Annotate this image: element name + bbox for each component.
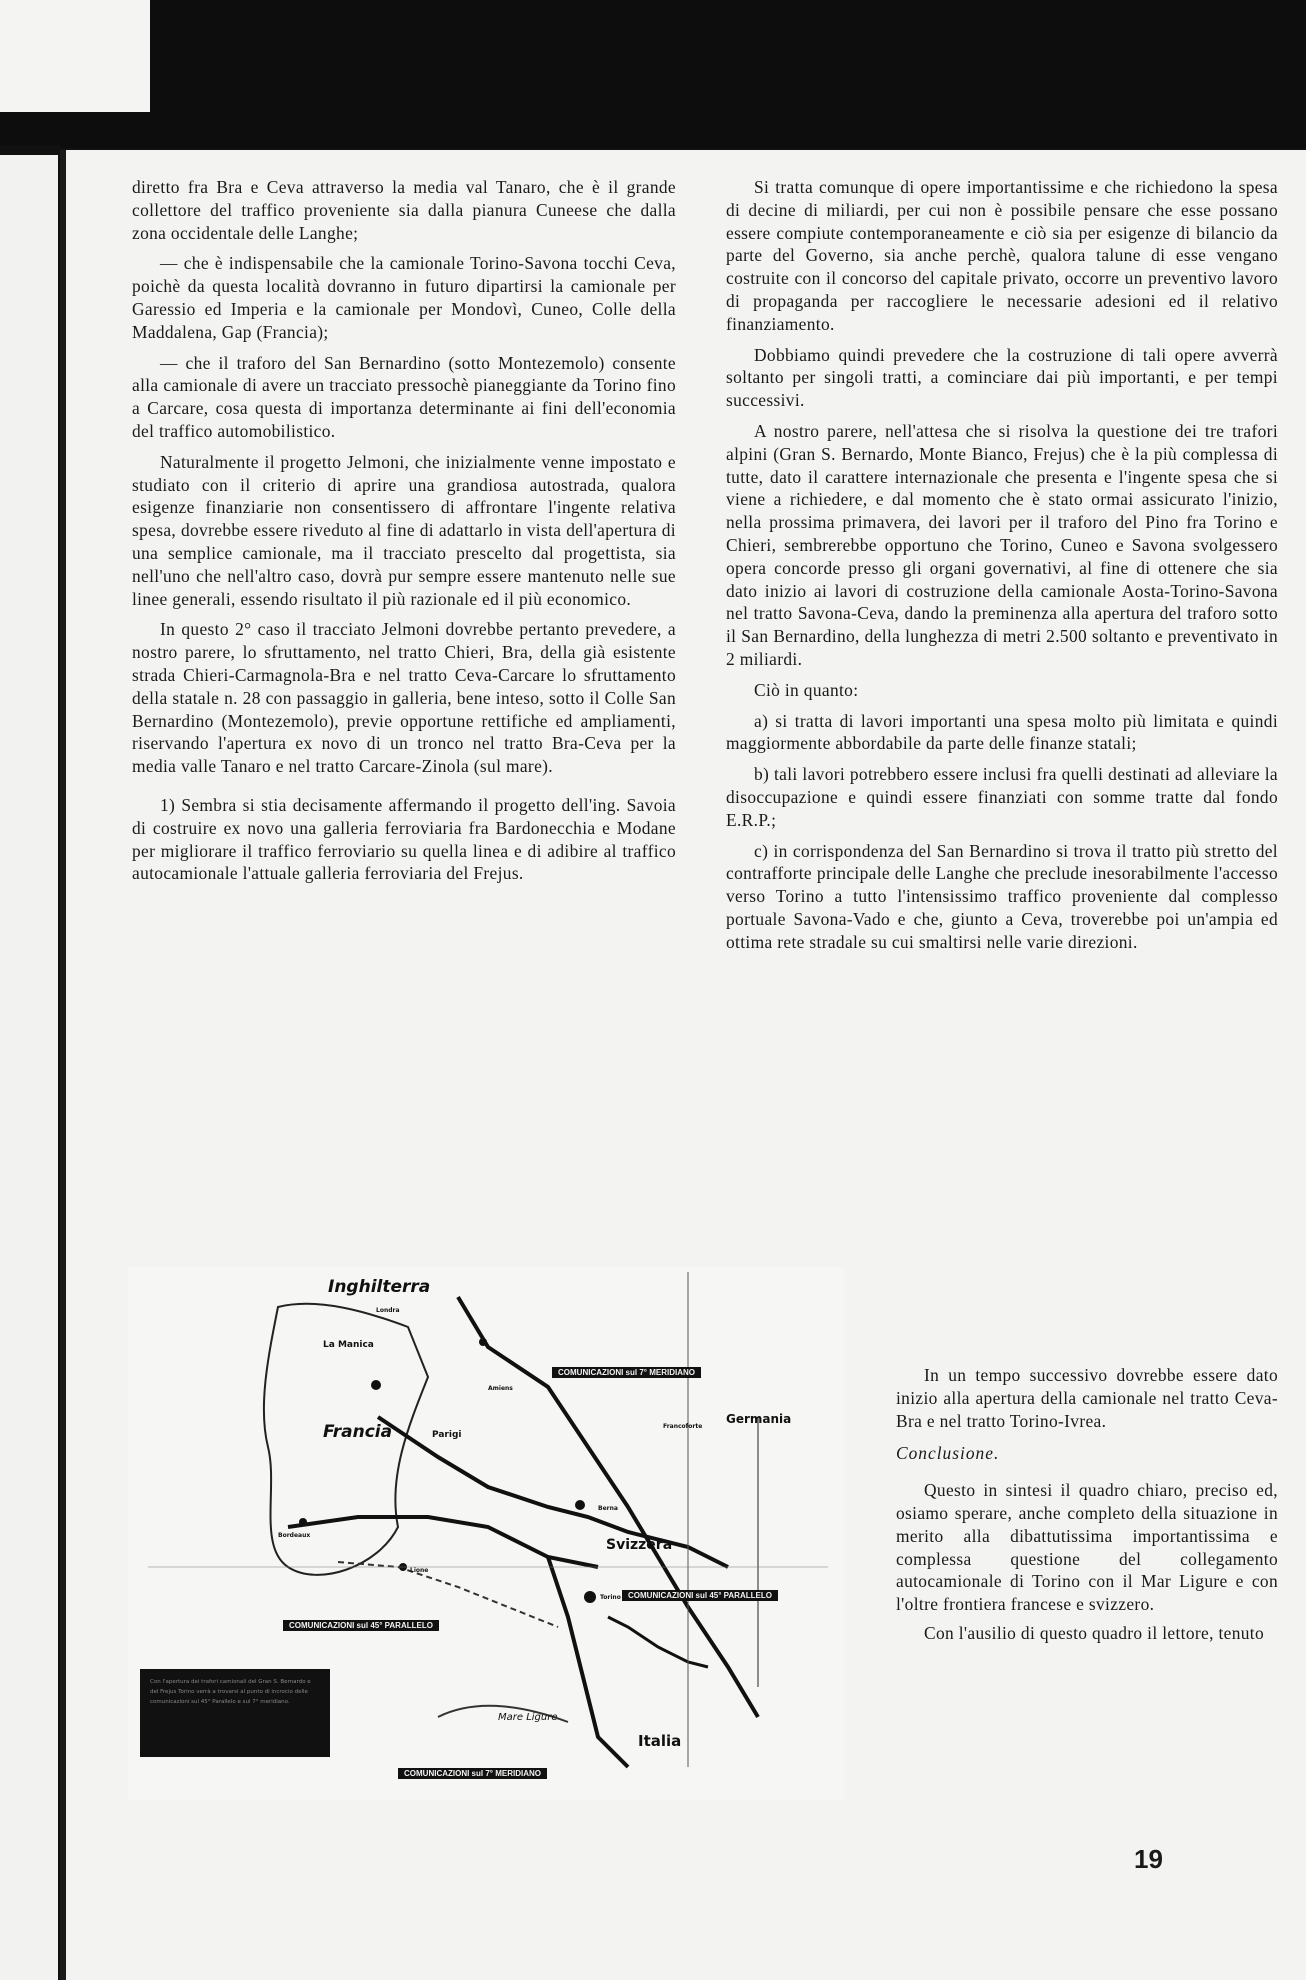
paragraph: Questo in sintesi il quadro chiaro, preciso ed, osiamo sperare, anche completo della situazione in merito alla dibattutissima importantissima e complessa questione del collegamento autocamionale di Torino con il Mar Ligure e con l'oltre frontiera francese e svizzero. (896, 1480, 1278, 1615)
scan-top-border (0, 0, 1306, 148)
band-7th-meridian-bottom: COMUNICAZIONI sul 7° MERIDIANO (398, 1768, 547, 1779)
paragraph: In questo 2° caso il tracciato Jelmoni dovrebbe pertanto prevedere, a nostro parere, lo sfruttamento, nel tratto Chieri, Bra, della già esistente strada Chieri-Carmagnola-Bra e nel tratto Ceva-Carcare lo sfruttamento della statale n. 28 con passaggio in galleria, bene inteso, sotto il Colle San Bernardino (Montezemolo), previe opportune rettifiche ed ampliamenti, riservando l'apertura ex novo di un tronco nel tratto Bra-Ceva per la media valle Tanaro e nel tratto Carcare-Zinola (sul mare). (132, 619, 676, 777)
label-torino: Torino (600, 1594, 621, 1601)
label-mare-ligure: Mare Ligure (498, 1712, 558, 1723)
page-binding-line (60, 150, 66, 1980)
footnote: 1) Sembra si stia decisamente affermando il progetto dell'ing. Savoia di costruire ex novo una galleria ferroviaria fra Bardonecchia e Modane per migliorare il traffico ferroviario su quella linea e di adibire al traffico autocamionale l'attuale galleria ferroviaria del Frejus. (132, 794, 676, 884)
right-column-continued (896, 1364, 1278, 1651)
map-legend: Con l'apertura dei trafori camionali del Gran S. Bernardo e del Frejus Torino verrà a trovarsi al punto di incrocio delle comunicazioni sul 45° Parallelo e sul 7° meridiano. (140, 1669, 330, 1757)
band-45th-parallel-right: COMUNICAZIONI sul 45° PARALLELO (622, 1590, 778, 1601)
paragraph: — che il traforo del San Bernardino (sotto Montezemolo) consente alla camionale di avere un tracciato pressochè pianeggiante da Torino fino a Carcare, cosa questa di importanza determinante ai fini dell'economia del traffico automobilistico. (132, 352, 676, 441)
page-number: 19 (1134, 1844, 1163, 1874)
section-heading: Conclusione. (896, 1443, 1000, 1464)
label-bordeaux: Bordeaux (278, 1532, 311, 1539)
paragraph: Dobbiamo quindi prevedere che la costruzione di tali opere avverrà soltanto per singoli tratti, a cominciare dai più importanti, e per tempi successivi. (726, 344, 1278, 411)
band-45th-parallel-left: COMUNICAZIONI sul 45° PARALLELO (283, 1620, 439, 1631)
paragraph: Si tratta comunque di opere importantissime e che richiedono la spesa di decine di miliardi, per cui non è possibile pensare che esse possano essere compiute contemporaneamente e ciò sia per esigenze di bilancio da parte del Governo, sia anche perchè, qualora talune di esse vengano costruite con il concorso del capitale privato, occorre un preventivo lavoro di propaganda per raccogliere le necessarie adesioni ed il relativo finanziamento. (726, 177, 1278, 334)
label-inghilterra: Inghilterra (328, 1277, 431, 1297)
label-svizzera: Svizzera (606, 1537, 673, 1553)
paragraph: — che è indispensabile che la camionale Torino-Savona tocchi Ceva, poichè da questa località dovranno in futuro dipartirsi la camionale per Garessio ed Imperia e la camionale per Mondovì, Cuneo, Colle della Maddalena, Gap (Francia); (132, 253, 676, 342)
label-berna: Berna (598, 1505, 618, 1512)
label-francia: Francia (323, 1422, 393, 1442)
scan-edge-bar (0, 145, 60, 155)
scan-left-margin (0, 148, 58, 1980)
list-item: c) in corrispondenza del San Bernardino si trova il tratto più stretto del contrafforte principale delle Langhe che preclude inesorabilmente l'accesso verso Torino a tutto l'intensissimo traffico proveniente dal complesso portuale Savona-Vado e che, giunto a Ceva, troverebbe poi un'ampia ed ottima rete stradale su cui smaltirsi nelle varie direzioni. (726, 840, 1278, 952)
label-germania: Germania (726, 1412, 792, 1426)
label-parigi: Parigi (432, 1430, 462, 1440)
paragraph: Con l'ausilio di questo quadro il lettore, tenuto (924, 1622, 1265, 1643)
list-item: b) tali lavori potrebbero essere inclusi fra quelli destinati ad alleviare la disoccupazione e quindi essere finanziati con somme tratte dal fondo E.R.P.; (726, 764, 1278, 830)
label-manica: La Manica (323, 1340, 374, 1350)
magazine-page (60, 150, 1306, 1980)
paragraph: Ciò in quanto: (754, 679, 859, 700)
label-italia: Italia (638, 1732, 682, 1750)
paragraph: diretto fra Bra e Ceva attraverso la media val Tanaro, che è il grande collettore del traffico proveniente sia dalla pianura Cuneese che dalla zona occidentale delle Langhe; (132, 177, 676, 243)
label-amiens: Amiens (488, 1385, 513, 1392)
scan-corner (0, 0, 150, 112)
paragraph: A nostro parere, nell'attesa che si risolva la questione dei tre trafori alpini (Gran S. Bernardo, Monte Bianco, Frejus) che è la più complessa di tutte, dato il carattere internazionale che presenta e l'ingente spesa che si viene a richiedere, e dal momento che è stato ormai assicurato l'inizio, nella prossima primavera, dei lavori per il traforo del Pino fra Torino e Chieri, sembrerebbe opportuno che Torino, Cuneo e Savona svolgessero opera concorde presso gli organi governativi, al fine di ottenere che sia dato inizio ai lavori di costruzione della camionale Aosta-Torino-Savona nel tratto Savona-Ceva, dando la preminenza alla apertura del traforo sotto il San Bernardino, della lunghezza di metri 2.500 soltanto e preventivato in 2 miliardi. (726, 420, 1278, 669)
route-map (128, 1267, 844, 1800)
band-7th-meridian-top: COMUNICAZIONI sul 7° MERIDIANO (552, 1367, 701, 1378)
paragraph: Naturalmente il progetto Jelmoni, che inizialmente venne impostato e studiato con il criterio di aprire una grandiosa autostrada, qualora esigenze finanziarie non consentissero di affrontare l'ingente relativa spesa, dovrebbe essere riveduto al fine di adattarlo in vista dell'apertura di una semplice camionale, ma il tracciato prescelto dal progettista, sia nell'uno che nell'altro caso, dovrà pur sempre essere mantenuto nelle sue linee generali, essendo risultato il più razionale ed il più economico. (132, 451, 676, 609)
label-londra: Londra (376, 1307, 400, 1314)
paragraph: In un tempo successivo dovrebbe essere dato inizio alla apertura della camionale nel tratto Ceva-Bra e nel tratto Torino-Ivrea. (896, 1365, 1278, 1431)
left-column (132, 176, 676, 893)
list-item: a) si tratta di lavori importanti una spesa molto più limitata e quindi maggiormente abbordabile da parte delle finanze statali; (726, 710, 1278, 754)
right-column (726, 176, 1278, 962)
label-francoforte: Francoforte (663, 1423, 703, 1430)
label-lione: Lione (410, 1567, 429, 1574)
